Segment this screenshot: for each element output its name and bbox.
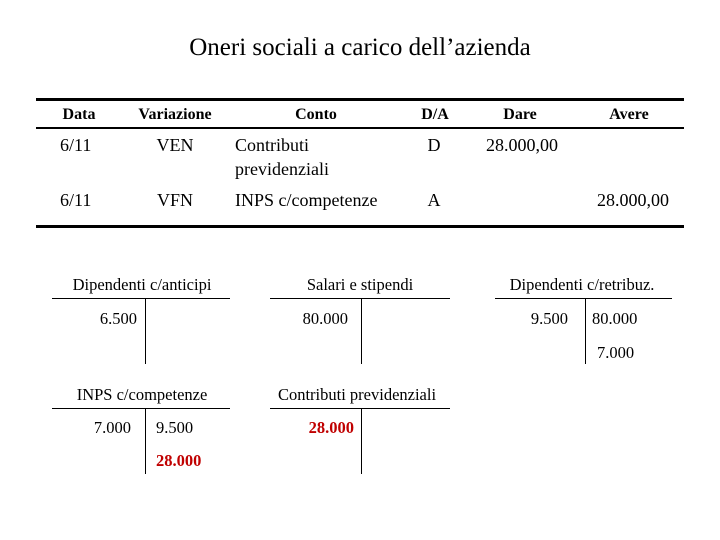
credit-entry: 9.500 [156,418,194,437]
row1-conto: Contributi [235,135,310,155]
row1-conto-line2: previdenziali [235,159,329,179]
t-account-vline [145,298,146,364]
account-title: Salari e stipendi [306,275,414,294]
table-top-rule [36,98,684,101]
account-title: INPS c/competenze [76,385,208,404]
credit-entry: 80.000 [592,309,638,328]
table-header-rule [36,127,684,129]
debit-entry: 7.000 [93,418,131,437]
debit-entry: 6.500 [99,309,137,328]
row1-variazione: VEN [156,135,194,155]
account-title: Dipendenti c/anticipi [72,275,212,294]
credit-entry: 7.000 [597,343,635,362]
t-account-hline [52,298,230,299]
row2-data: 6/11 [60,190,92,210]
row2-conto: INPS c/competenze [235,190,378,210]
row2-da: A [427,190,441,210]
header-data: Data [62,106,96,123]
t-account-hline [270,408,450,409]
debit-entry-highlight: 28.000 [308,418,354,437]
header-avere: Avere [609,106,649,123]
t-account-vline [145,408,146,474]
credit-entry-highlight: 28.000 [156,451,202,470]
row2-avere: 28.000,00 [597,190,669,210]
t-account-hline [52,408,230,409]
t-account-vline [361,298,362,364]
debit-entry: 80.000 [302,309,348,328]
t-account-hline [270,298,450,299]
row1-dare: 28.000,00 [486,135,558,155]
t-account-vline [585,298,586,364]
table-bottom-rule [36,225,684,228]
header-dare: Dare [503,106,537,123]
row1-da: D [427,135,441,155]
row2-variazione: VFN [156,190,194,210]
row1-data: 6/11 [60,135,92,155]
header-da: D/A [421,106,449,123]
debit-entry: 9.500 [530,309,568,328]
t-account-vline [361,408,362,474]
account-title: Contributi previdenziali [277,385,437,404]
slide-title: Oneri sociali a carico dell’azienda [189,34,531,61]
header-conto: Conto [295,106,337,123]
header-variazione: Variazione [138,106,212,123]
t-account-hline [495,298,672,299]
account-title: Dipendenti c/retribuz. [509,275,655,294]
